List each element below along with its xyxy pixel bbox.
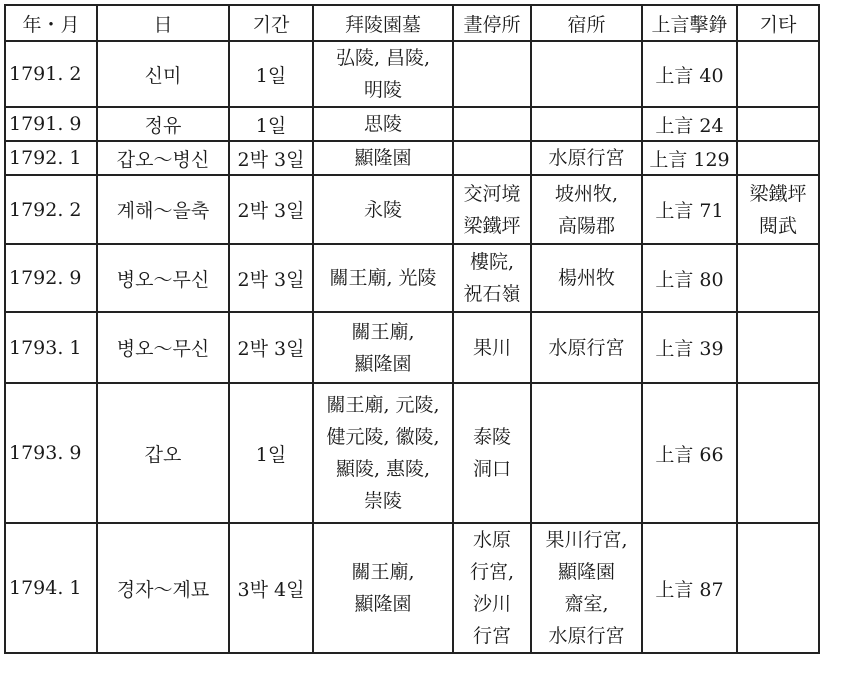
cell-period: 2박 3일 bbox=[229, 244, 313, 312]
cell-day: 갑오 bbox=[97, 383, 229, 523]
cell-tombs bbox=[313, 383, 453, 523]
cell-period: 2박 3일 bbox=[229, 175, 313, 244]
cell-noon-stop bbox=[453, 244, 531, 312]
cell-tombs-line: 思陵 bbox=[363, 113, 402, 135]
cell-noon-stop-line: 祝石嶺 bbox=[463, 283, 521, 305]
table-row bbox=[5, 107, 819, 141]
cell-period: 1일 bbox=[229, 383, 313, 523]
table-row bbox=[5, 41, 819, 107]
cell-other bbox=[737, 383, 819, 523]
cell-tombs bbox=[313, 41, 453, 107]
cell-day: 갑오～병신 bbox=[97, 141, 229, 175]
cell-period: 2박 3일 bbox=[229, 312, 313, 383]
cell-petition: 上言 40 bbox=[642, 41, 737, 107]
cell-other bbox=[737, 141, 819, 175]
cell-lodging-line: 水原行宮 bbox=[548, 147, 625, 169]
header-row bbox=[5, 5, 819, 41]
cell-tombs bbox=[313, 523, 453, 653]
cell-lodging-line: 坡州牧, bbox=[554, 182, 619, 205]
cell-noon-stop bbox=[453, 383, 531, 523]
cell-noon-stop-line: 梁鐵坪 bbox=[463, 214, 521, 237]
cell-day: 신미 bbox=[97, 41, 229, 107]
header-period: 기간 bbox=[229, 5, 313, 41]
cell-day: 병오～무신 bbox=[97, 312, 229, 383]
cell-noon-stop bbox=[453, 312, 531, 383]
cell-noon-stop bbox=[453, 107, 531, 141]
cell-noon-stop-line: 沙川 bbox=[472, 593, 511, 615]
cell-other-line: 梁鐵坪 bbox=[749, 182, 807, 205]
cell-other bbox=[737, 244, 819, 312]
cell-other bbox=[737, 175, 819, 244]
cell-petition: 上言 71 bbox=[642, 175, 737, 244]
table-row bbox=[5, 244, 819, 312]
cell-lodging bbox=[531, 175, 642, 244]
cell-date: 1794. 1 bbox=[5, 523, 97, 653]
cell-lodging bbox=[531, 41, 642, 107]
cell-lodging bbox=[531, 523, 642, 653]
cell-noon-stop-line: 果川 bbox=[472, 336, 511, 359]
cell-lodging bbox=[531, 244, 642, 312]
cell-tombs-line: 顯隆園 bbox=[354, 147, 412, 169]
cell-date: 1792. 2 bbox=[5, 175, 97, 244]
cell-date: 1792. 1 bbox=[5, 141, 97, 175]
cell-date: 1792. 9 bbox=[5, 244, 97, 312]
cell-day: 경자～계묘 bbox=[97, 523, 229, 653]
cell-tombs bbox=[313, 141, 453, 175]
cell-tombs bbox=[313, 312, 453, 383]
cell-tombs-line: 關王廟, bbox=[351, 320, 415, 343]
cell-tombs bbox=[313, 244, 453, 312]
cell-other bbox=[737, 312, 819, 383]
cell-noon-stop-line: 洞口 bbox=[472, 458, 511, 480]
cell-tombs-line: 弘陵, 昌陵, bbox=[335, 47, 431, 69]
cell-noon-stop-line: 行宮 bbox=[472, 625, 511, 647]
header-other: 기타 bbox=[737, 5, 819, 41]
cell-tombs-line: 明陵 bbox=[363, 79, 402, 101]
cell-date: 1791. 9 bbox=[5, 107, 97, 141]
cell-noon-stop-line: 泰陵 bbox=[472, 426, 511, 448]
cell-noon-stop-line: 水原 bbox=[472, 529, 511, 551]
cell-other bbox=[737, 523, 819, 653]
cell-lodging bbox=[531, 383, 642, 523]
header-year-month: 年・月 bbox=[5, 5, 97, 41]
table-row bbox=[5, 175, 819, 244]
cell-other bbox=[737, 41, 819, 107]
cell-tombs bbox=[313, 175, 453, 244]
table-row bbox=[5, 523, 819, 653]
cell-petition: 上言 129 bbox=[642, 141, 737, 175]
cell-tombs-line: 永陵 bbox=[363, 198, 402, 221]
royal-tomb-visit-table bbox=[4, 4, 820, 654]
cell-tombs-line: 關王廟, bbox=[351, 561, 415, 583]
cell-period: 1일 bbox=[229, 41, 313, 107]
cell-lodging-line: 齋室, bbox=[564, 593, 609, 615]
header-lodging: 宿所 bbox=[531, 5, 642, 41]
cell-period: 2박 3일 bbox=[229, 141, 313, 175]
cell-tombs-line: 顯隆園 bbox=[354, 352, 412, 375]
cell-tombs-line: 崇陵 bbox=[363, 490, 402, 512]
cell-lodging-line: 水原行宮 bbox=[548, 336, 625, 359]
cell-date: 1793. 1 bbox=[5, 312, 97, 383]
cell-tombs-line: 關王廟, 元陵, bbox=[326, 394, 440, 416]
cell-date: 1793. 9 bbox=[5, 383, 97, 523]
cell-day: 정유 bbox=[97, 107, 229, 141]
cell-date: 1791. 2 bbox=[5, 41, 97, 107]
cell-day: 병오～무신 bbox=[97, 244, 229, 312]
table-row bbox=[5, 383, 819, 523]
cell-lodging-line: 果川行宮, bbox=[545, 529, 628, 551]
cell-lodging-line: 水原行宮 bbox=[548, 625, 625, 647]
cell-petition: 上言 24 bbox=[642, 107, 737, 141]
cell-tombs-line: 顯陵, 惠陵, bbox=[335, 458, 431, 480]
cell-day: 계해～을축 bbox=[97, 175, 229, 244]
cell-lodging-line: 楊州牧 bbox=[557, 267, 615, 289]
table-row bbox=[5, 312, 819, 383]
cell-lodging bbox=[531, 141, 642, 175]
cell-lodging bbox=[531, 312, 642, 383]
cell-petition: 上言 80 bbox=[642, 244, 737, 312]
cell-noon-stop bbox=[453, 175, 531, 244]
cell-tombs-line: 關王廟, 光陵 bbox=[329, 267, 437, 289]
cell-lodging-line: 高陽郡 bbox=[557, 214, 615, 237]
cell-petition: 上言 87 bbox=[642, 523, 737, 653]
cell-noon-stop-line: 行宮, bbox=[469, 561, 515, 583]
cell-noon-stop bbox=[453, 523, 531, 653]
header-tombs: 拜陵園墓 bbox=[313, 5, 453, 41]
header-day: 日 bbox=[97, 5, 229, 41]
cell-tombs bbox=[313, 107, 453, 141]
cell-other bbox=[737, 107, 819, 141]
cell-noon-stop-line: 交河境 bbox=[463, 182, 521, 205]
cell-noon-stop bbox=[453, 141, 531, 175]
cell-tombs-line: 健元陵, 徽陵, bbox=[326, 426, 440, 448]
cell-lodging-line: 顯隆園 bbox=[557, 561, 615, 583]
cell-period: 1일 bbox=[229, 107, 313, 141]
cell-period: 3박 4일 bbox=[229, 523, 313, 653]
cell-lodging bbox=[531, 107, 642, 141]
header-petition: 上言擊錚 bbox=[642, 5, 737, 41]
cell-petition: 上言 39 bbox=[642, 312, 737, 383]
cell-tombs-line: 顯隆園 bbox=[354, 593, 412, 615]
cell-petition: 上言 66 bbox=[642, 383, 737, 523]
header-noon-stop: 晝停所 bbox=[453, 5, 531, 41]
cell-noon-stop bbox=[453, 41, 531, 107]
cell-noon-stop-line: 樓院, bbox=[469, 251, 515, 273]
cell-other-line: 閱武 bbox=[758, 214, 797, 237]
table-row bbox=[5, 141, 819, 175]
